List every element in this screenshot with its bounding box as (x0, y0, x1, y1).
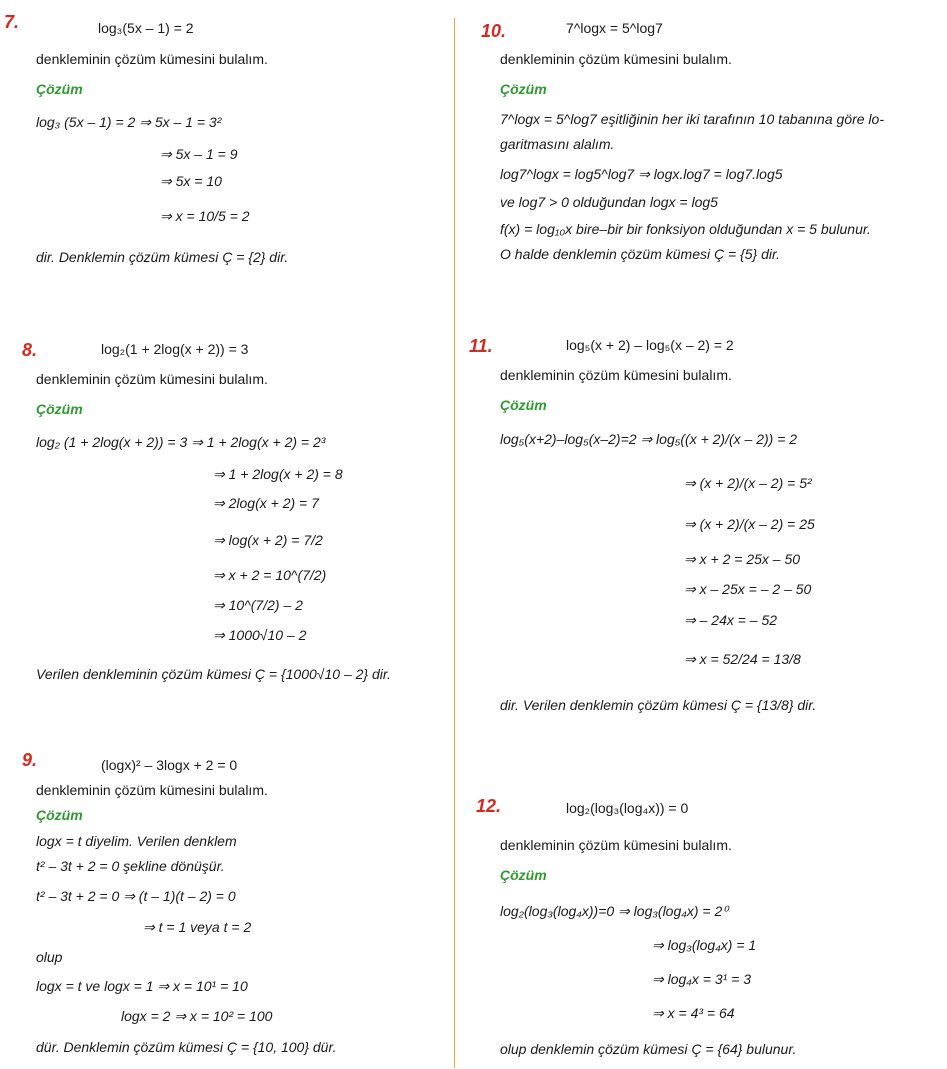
problem-equation: (logx)² – 3logx + 2 = 0 (101, 757, 238, 773)
solution-line: log₂ (1 + 2log(x + 2)) = 3 ⇒ 1 + 2log(x + 2) = 2³ (36, 434, 326, 450)
solution-line: f(x) = log₁₀x bire–bir bir fonksiyon olduğundan x = 5 bulunur. (500, 221, 871, 237)
solution-line: ⇒ x = 4³ = 64 (652, 1005, 735, 1021)
solution-heading: Çözüm (36, 401, 83, 417)
solution-conclusion: dir. Denklemin çözüm kümesi Ç = {2} dir. (36, 249, 289, 265)
problem-number: 8. (22, 340, 38, 360)
solution-line: ⇒ – 24x = – 52 (684, 612, 778, 628)
solution-line: log₅(x+2)–log₅(x–2)=2 ⇒ log₅((x + 2)/(x – 2)) = 2 (500, 431, 798, 447)
solution-line: ⇒ log₄x = 3¹ = 3 (652, 971, 752, 987)
solution-line: ⇒ (x + 2)/(x – 2) = 5² (684, 475, 812, 491)
solution-line: ⇒ x – 25x = – 2 – 50 (684, 581, 812, 597)
problem-equation: log₅(x + 2) – log₅(x – 2) = 2 (566, 337, 734, 353)
solution-heading: Çözüm (500, 81, 547, 97)
problem-prompt: denkleminin çözüm kümesini bulalım. (500, 837, 732, 853)
solution-heading: Çözüm (500, 397, 547, 413)
solution-line: ⇒ x + 2 = 25x – 50 (684, 551, 801, 567)
solution-line: ⇒ 10^(7/2) – 2 (213, 597, 303, 613)
solution-heading: Çözüm (36, 81, 83, 97)
problem-number: 12. (476, 796, 502, 816)
solution-line: ⇒ log₃(log₄x) = 1 (652, 937, 757, 953)
problem-equation: log₃(5x – 1) = 2 (98, 20, 194, 36)
solution-conclusion: dir. Verilen denklemin çözüm kümesi Ç = {13/8} dir. (500, 697, 817, 713)
solution-line: ⇒ (x + 2)/(x – 2) = 25 (684, 516, 815, 532)
solution-line: 7^logx = 5^log7 eşitliğinin her iki tarafının 10 tabanına göre lo- (500, 111, 884, 127)
solution-heading: Çözüm (36, 807, 83, 823)
problem-prompt: denkleminin çözüm kümesini bulalım. (36, 782, 268, 798)
solution-line: olup (36, 949, 63, 965)
solution-line: logx = t diyelim. Verilen denklem (36, 833, 237, 849)
problem-number: 9. (22, 750, 38, 770)
solution-conclusion: O halde denklemin çözüm kümesi Ç = {5} dir. (500, 246, 781, 262)
solution-line: logx = 2 ⇒ x = 10² = 100 (121, 1008, 273, 1024)
solution-conclusion: olup denklemin çözüm kümesi Ç = {64} bulunur. (500, 1041, 797, 1057)
problem-prompt: denkleminin çözüm kümesini bulalım. (36, 371, 268, 387)
solution-conclusion: Verilen denkleminin çözüm kümesi Ç = {1000√10 – 2} dir. (36, 666, 391, 682)
solution-line: log₃ (5x – 1) = 2 ⇒ 5x – 1 = 3² (36, 114, 222, 130)
solution-line: ve log7 > 0 olduğundan logx = log5 (500, 194, 718, 210)
solution-line: t² – 3t + 2 = 0 ⇒ (t – 1)(t – 2) = 0 (36, 888, 236, 904)
problem-prompt: denkleminin çözüm kümesini bulalım. (36, 51, 268, 67)
column-divider (454, 18, 455, 1068)
problem-number: 7. (4, 12, 20, 32)
solution-line: t² – 3t + 2 = 0 şekline dönüşür. (36, 858, 225, 874)
solution-line: log7^logx = log5^log7 ⇒ logx.log7 = log7.log5 (500, 166, 783, 182)
solution-line: garitmasını alalım. (500, 136, 615, 152)
solution-line: ⇒ x = 52/24 = 13/8 (684, 651, 801, 667)
problem-prompt: denkleminin çözüm kümesini bulalım. (500, 367, 732, 383)
solution-line: ⇒ t = 1 veya t = 2 (143, 919, 252, 935)
solution-line: ⇒ 5x – 1 = 9 (160, 146, 238, 162)
problem-number: 11. (469, 336, 493, 356)
problem-prompt: denkleminin çözüm kümesini bulalım. (500, 51, 732, 67)
solution-conclusion: dür. Denklemin çözüm kümesi Ç = {10, 100} dür. (36, 1039, 337, 1055)
solution-line: ⇒ log(x + 2) = 7/2 (213, 532, 323, 548)
problem-equation: log₂(1 + 2log(x + 2)) = 3 (101, 341, 249, 357)
problem-equation: 7^logx = 5^log7 (566, 20, 663, 36)
problem-equation: log₂(log₃(log₄x)) = 0 (566, 800, 689, 816)
solution-heading: Çözüm (500, 867, 547, 883)
solution-line: log₂(log₃(log₄x))=0 ⇒ log₃(log₄x) = 2⁰ (500, 903, 728, 919)
solution-line: ⇒ 1000√10 – 2 (213, 627, 307, 643)
solution-line: ⇒ x + 2 = 10^(7/2) (213, 567, 327, 583)
problem-number: 10. (481, 21, 507, 41)
solution-line: ⇒ x = 10/5 = 2 (160, 208, 250, 224)
solution-line: ⇒ 1 + 2log(x + 2) = 8 (213, 466, 343, 482)
solution-line: logx = t ve logx = 1 ⇒ x = 10¹ = 10 (36, 978, 248, 994)
solution-line: ⇒ 2log(x + 2) = 7 (213, 495, 319, 511)
solution-line: ⇒ 5x = 10 (160, 173, 222, 189)
